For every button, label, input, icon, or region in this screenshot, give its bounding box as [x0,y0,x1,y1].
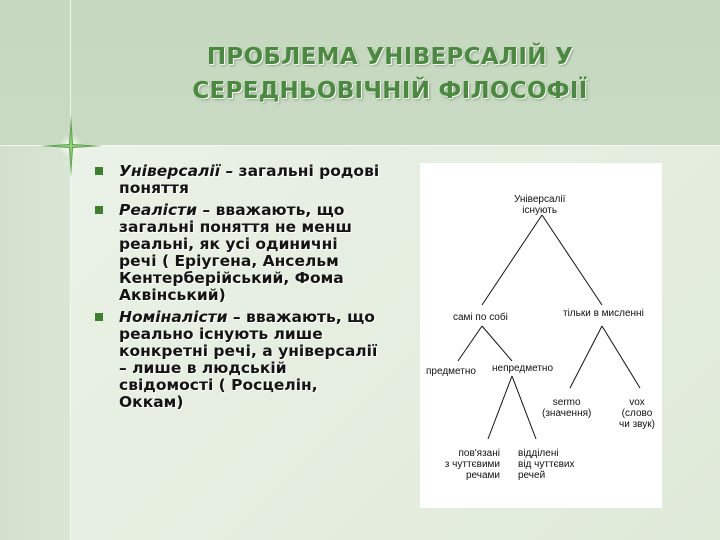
node-vox-line-2: (слово [621,408,653,419]
connector-left-nonobjective [482,326,512,361]
node-in-thought: тільки в мисленні [563,308,644,319]
node-connected [426,448,500,481]
bullet-universals [95,163,380,197]
node-root-line-2: існують [522,205,558,216]
bullet-list [95,163,380,416]
universals-tree-diagram [420,163,662,508]
left-band [0,145,70,540]
node-root [514,194,565,216]
square-bullet-icon [95,167,103,175]
node-connected-line-2: з чуттєвими [444,459,500,470]
term-nominalists: Номіналісти [119,308,228,326]
horizontal-divider [0,145,720,146]
page-title [110,40,670,108]
node-sermo-line-2: (значення) [542,408,592,419]
node-objective: предметно [426,366,476,377]
sparkle-icon [40,115,102,177]
bullet-realists [95,202,380,304]
connector-right-sermo [570,326,602,388]
node-non-objective: непредметно [492,363,554,374]
node-separated-line-3: речей [518,470,546,481]
connector-root-right [542,215,602,305]
term-realists: Реалісти [119,201,198,219]
node-separated-line-1: відділені [518,448,559,459]
node-in-themselves: самі по собі [453,312,508,323]
connector-right-vox [602,326,640,388]
node-vox-line-3: чи звук) [619,419,655,430]
definition-nominalists: – вважають, що реально існують лише конкретні речі, а універсалії – лише в людській свідомості ( Росцелін, Оккам) [119,308,378,411]
node-connected-line-3: речами [465,470,500,481]
connector-root-left [482,215,542,305]
vertical-divider [70,0,71,540]
node-connected-line-1: пов'язані [458,448,500,459]
node-separated-line-2: від чуттєвих [518,459,575,470]
bullet-nominalists [95,309,380,411]
title-line-2: СЕРЕДНЬОВІЧНІЙ ФІЛОСОФІЇ [192,78,588,104]
node-separated [518,448,575,481]
connector-separated [512,376,536,439]
node-sermo [542,397,591,419]
definition-universals: – загальні родові поняття [119,162,380,197]
node-vox-line-1: vox [629,397,645,408]
connector-left-objective [458,326,482,361]
node-root-line-1: Універсалії [514,194,566,205]
square-bullet-icon [95,313,103,321]
square-bullet-icon [95,206,103,214]
term-universals: Універсалії [119,162,221,180]
connector-connected [488,376,512,439]
title-line-1: ПРОБЛЕМА УНІВЕРСАЛІЙ У [206,44,574,70]
node-sermo-line-1: sermo [552,397,581,408]
definition-realists: – вважають, що загальні поняття не менш реальні, як усі одиничні речі ( Еріугена, Ансельм Кентерберійський, Фома Аквінський) [119,201,352,304]
node-vox [619,397,655,430]
